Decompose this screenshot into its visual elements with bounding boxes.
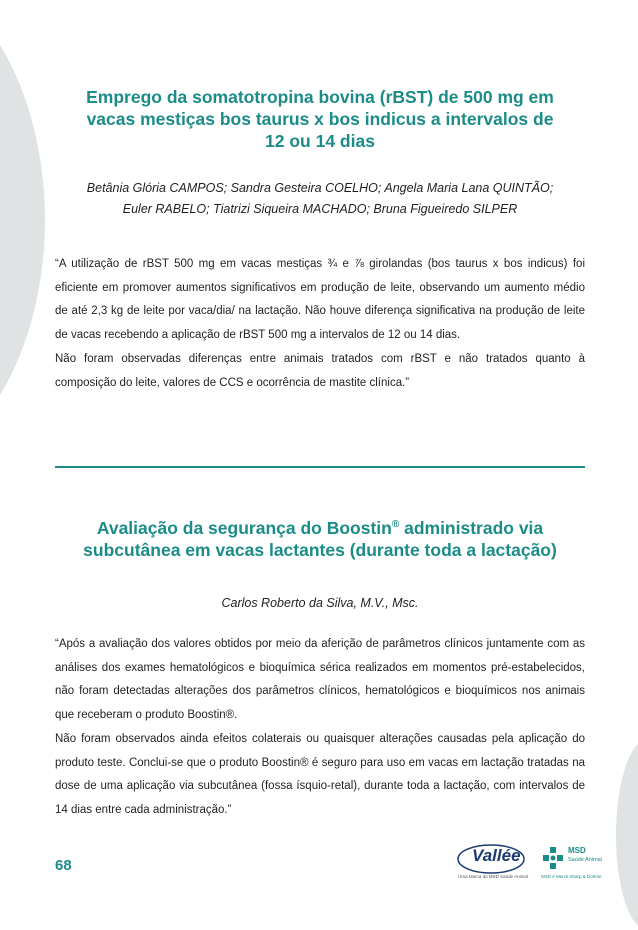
article1-authors <box>50 178 590 220</box>
article2-paragraph2: Não foram observados ainda efeitos colaterais ou quaisquer alterações causadas pela aplicação do produto teste. Conclui-se que o produto Boostin® é seguro para uso em vacas em lactação tratadas na dose de uma aplicação via subcutânea (fossa ísquio-retal), durante toda a lactação, com intervalos de 14 dias entre cada administração.” <box>55 732 585 816</box>
article2-title-line1-a: Avaliação da segurança do Boostin <box>96 517 392 538</box>
article2-authors: Carlos Roberto da Silva, M.V., Msc. <box>221 596 419 610</box>
msd-logo-text: MSD <box>568 846 586 855</box>
vallee-logo-text: Vallée <box>472 846 521 865</box>
section-divider <box>55 466 585 468</box>
page-number: 68 <box>55 857 72 874</box>
article1-title <box>50 86 590 152</box>
article2-title-line1 <box>50 514 590 539</box>
article1-title-line1: Emprego da somatotropina bovina (rBST) de 500 mg em <box>86 87 554 107</box>
decorative-shape-right <box>616 740 638 930</box>
vallee-logo-subtext: Uma Marca da MSD Saúde Animal <box>458 874 528 879</box>
decorative-shape-left <box>0 0 45 480</box>
article1-body <box>55 253 585 395</box>
article2-paragraph1: “Após a avaliação dos valores obtidos por meio da aferição de parâmetros clínicos juntamente com as análises dos exames hematológicos e bioquímica sérica realizados em momentos pré-estabelecidos, não foram detectadas alterações dos parâmetros clínicos, hematológicos e bioquímicos nos animais que receberam o produto Boostin®. <box>55 638 585 722</box>
article1-authors-line2: Euler RABELO; Tiatrizi Siqueira MACHADO; Bruna Figueiredo SILPER <box>122 202 518 216</box>
msd-logo-subtext2: MSD é Merck Sharp & Dohme <box>541 874 602 879</box>
article1-authors-line1: Betânia Glória CAMPOS; Sandra Gesteira COELHO; Angela Maria Lana QUINTÃO; <box>86 181 554 195</box>
article1-title-line2: vacas mestiças bos taurus x bos indicus a intervalos de <box>86 109 554 129</box>
article1-paragraph1: “A utilização de rBST 500 mg em vacas mestiças ¾ e ⅞ girolandas (bos taurus x bos indicus) foi eficiente em promover aumentos significativos em produção de leite, observando um aumento médio de até 2,3 kg de leite por vaca/dia/ na lactação. Não houve diferença significativa na produção de leite de vacas recebendo a aplicação de rBST 500 mg a intervalos de 12 ou 14 dias. <box>55 258 585 342</box>
msd-logo-subtext: Saúde Animal <box>568 857 602 863</box>
registered-mark: ® <box>391 519 400 530</box>
article1-title-line3: 12 ou 14 dias <box>265 131 375 151</box>
article2-title-line1-b: administrado via <box>399 517 544 538</box>
article2-title-line2: subcutânea em vacas lactantes (durante toda a lactação) <box>83 539 557 560</box>
article2-title <box>50 514 590 561</box>
article1-paragraph2: Não foram observadas diferenças entre animais tratados com rBST e não tratados quanto à composição do leite, valores de CCS e ocorrência de mastite clínica.” <box>55 352 585 389</box>
article2-body <box>55 633 585 823</box>
msd-logo-icon <box>541 846 565 870</box>
